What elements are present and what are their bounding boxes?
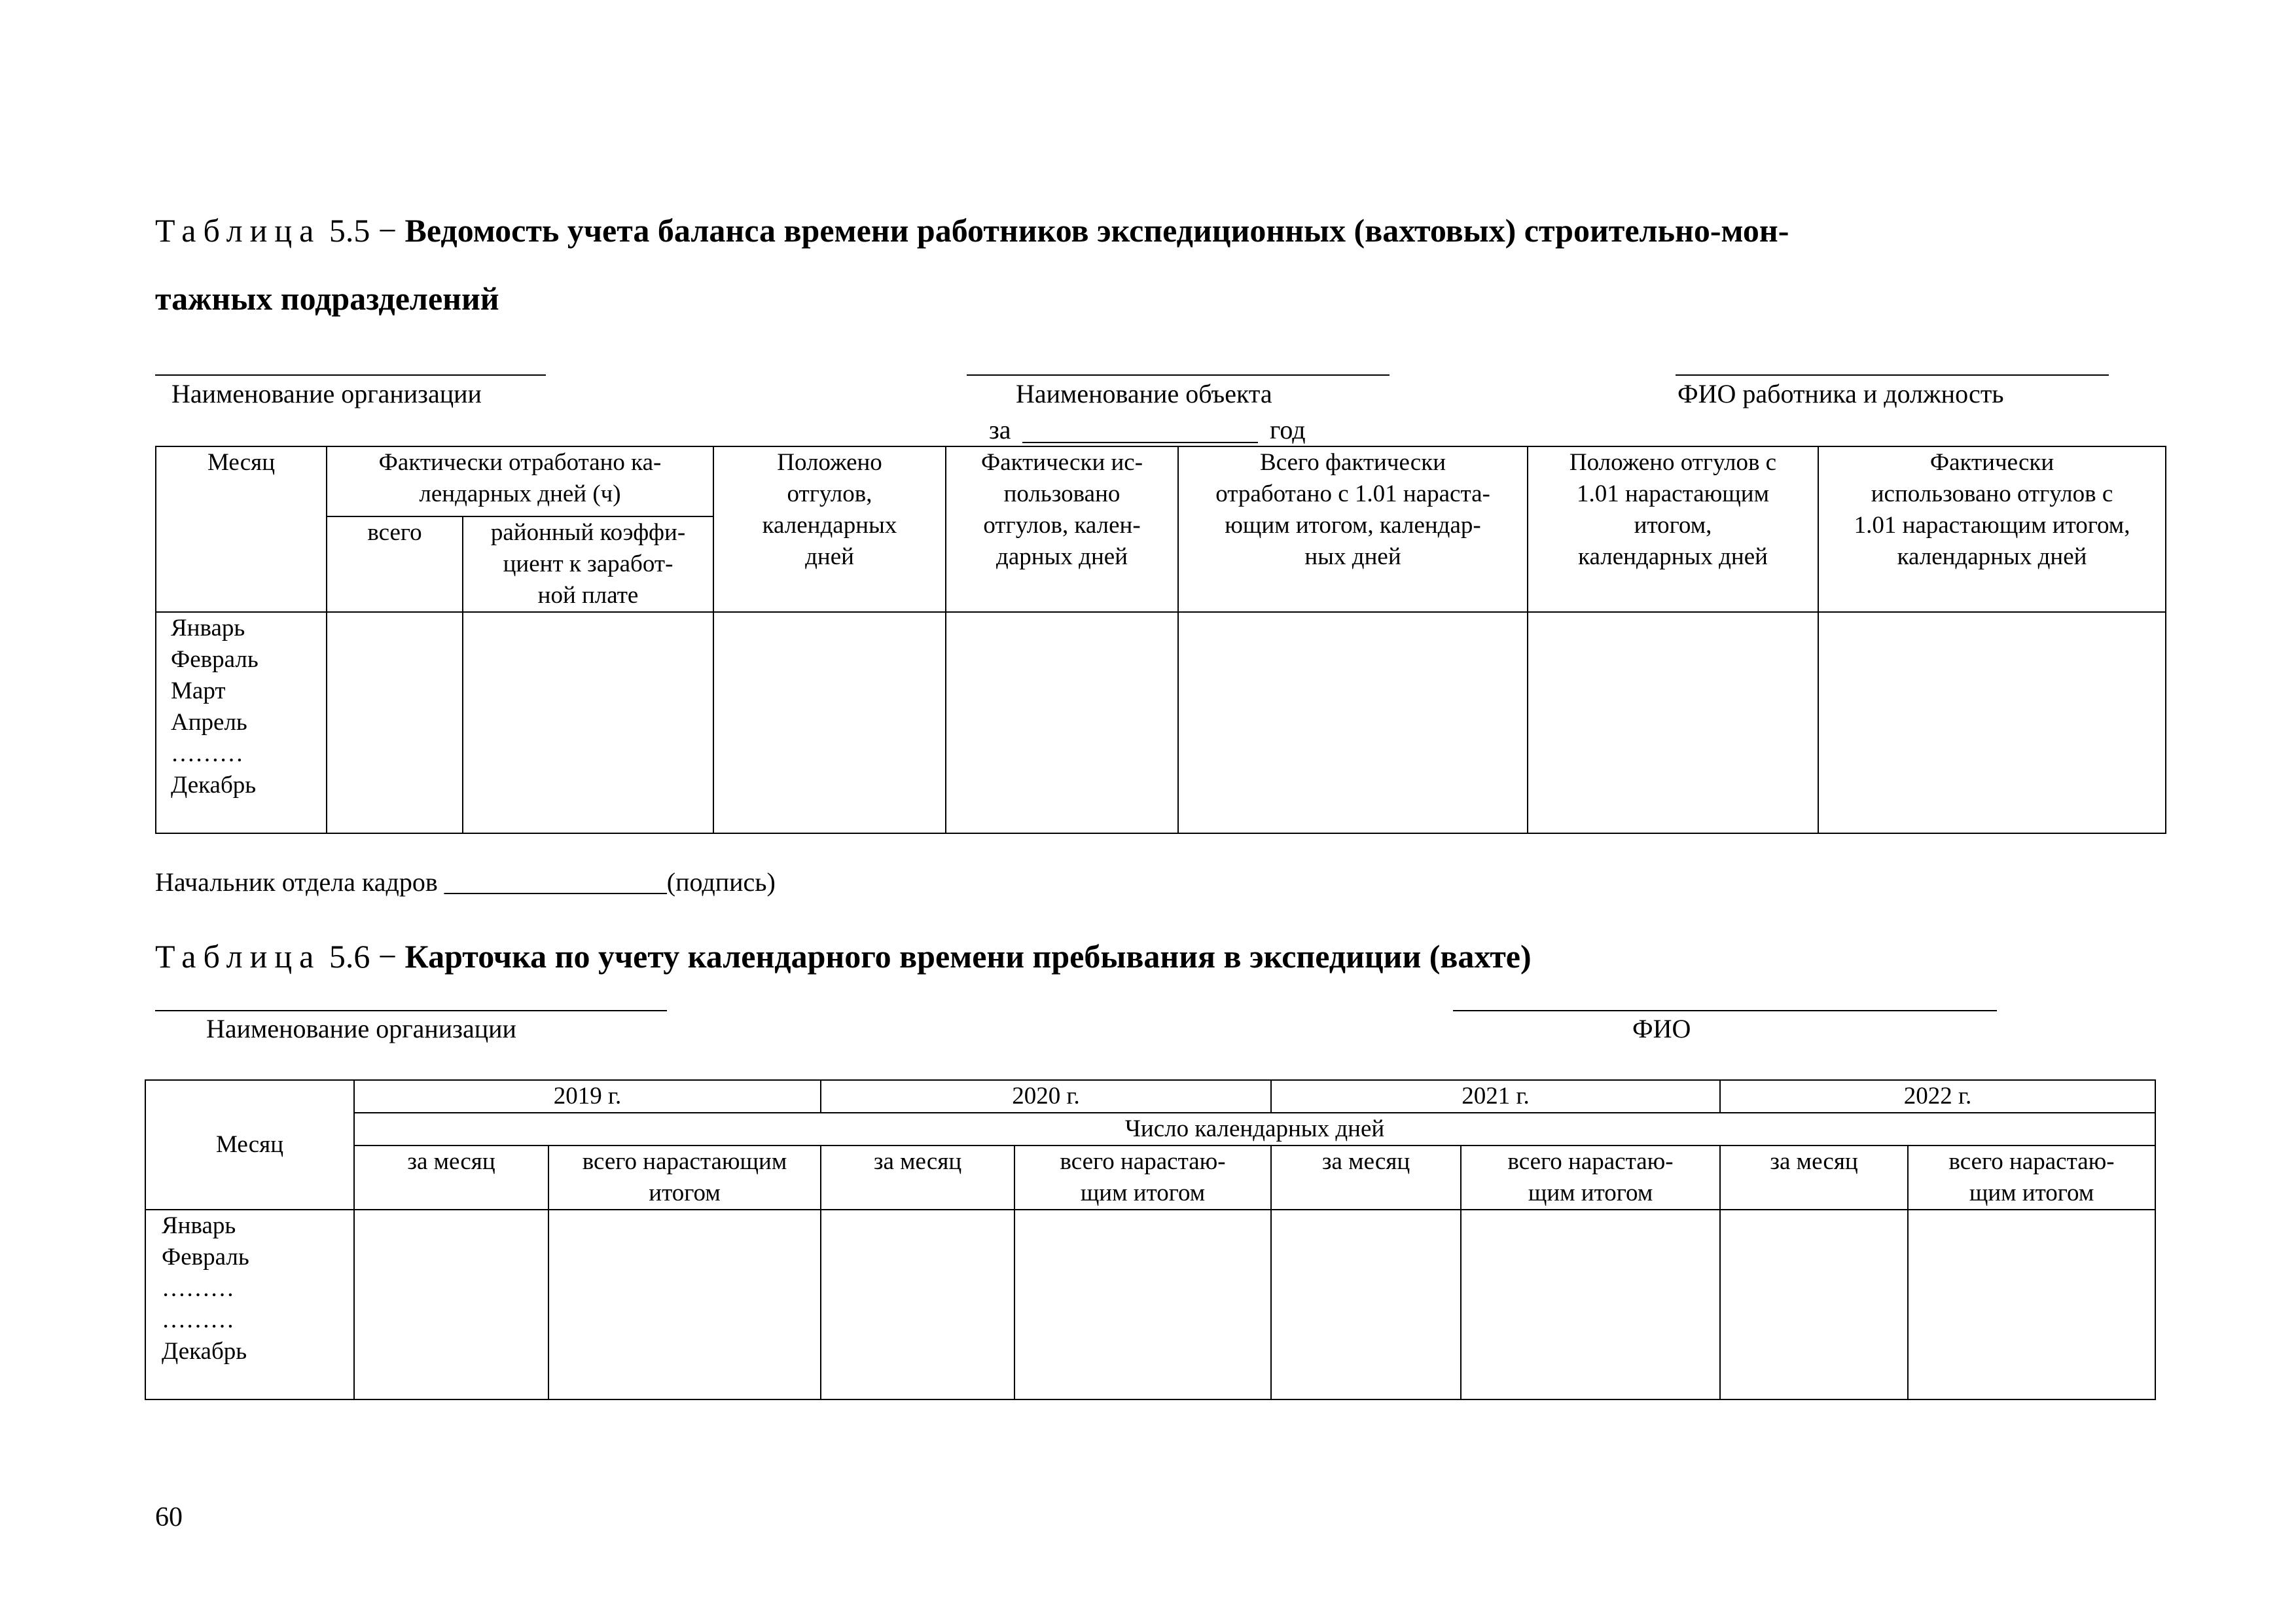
org-name-label: Наименование организации (171, 379, 482, 408)
table-5-5 (155, 446, 2166, 834)
header-month-label: Месяц (216, 1131, 283, 1158)
header-due-leave-ytd (1528, 446, 1818, 612)
header-line: Фактически (1929, 449, 2054, 476)
header-line: Всего фактически (1260, 449, 1446, 476)
signature-row (155, 868, 776, 897)
header-line: календарных дней (1897, 543, 2087, 570)
header-line: пользовано (1003, 480, 1121, 507)
signature-line[interactable]: _________________ (444, 867, 667, 897)
org-name-label-2: Наименование организации (206, 1014, 516, 1043)
data-cell-2021-cumulative[interactable] (1461, 1210, 1720, 1399)
header-line: ной плате (537, 582, 639, 609)
header-regional-coef (463, 516, 713, 612)
header-per-month-2020: за месяц (821, 1146, 1014, 1210)
header-month: Месяц (156, 446, 327, 612)
table-5-5-caption-line-2 (155, 282, 499, 315)
header-line: итогом (649, 1180, 721, 1206)
data-cell-total-worked-ytd[interactable] (1178, 612, 1528, 833)
header-line: отгулов, (787, 480, 872, 507)
header-year-2021: 2021 г. (1271, 1080, 1720, 1113)
header-line: календарных дней (1578, 543, 1768, 570)
caption-number: 5.5 − (329, 212, 397, 249)
header-line: Положено (777, 449, 882, 476)
employee-fio-line[interactable] (1676, 374, 2109, 376)
month-label: Декабрь (171, 772, 257, 799)
data-cell-2022-cumulative[interactable] (1908, 1210, 2155, 1399)
header-line: 1.01 нарастающим (1577, 480, 1769, 507)
header-line: всего нарастаю- (1507, 1148, 1674, 1175)
signature-suffix: (подпись) (666, 867, 776, 897)
header-line: Фактически ис- (980, 449, 1143, 476)
header-line: циент к заработ- (503, 550, 673, 577)
header-line: дарных дней (996, 543, 1128, 570)
header-year-2020: 2020 г. (821, 1080, 1271, 1113)
month-label: Январь (162, 1212, 236, 1239)
page-number: 60 (155, 1502, 183, 1532)
header-cumulative-2020 (1014, 1146, 1271, 1210)
header-month (145, 1080, 354, 1210)
header-due-leave (713, 446, 946, 612)
month-label: Январь (171, 615, 245, 641)
data-cell-2020-month[interactable] (821, 1210, 1014, 1399)
data-cell-2020-cumulative[interactable] (1014, 1210, 1271, 1399)
table-5-6 (145, 1079, 2156, 1400)
caption-title: Карточка по учету календарного времени пребывания в экспедиции (вахте) (404, 938, 1532, 975)
header-line: ющим итогом, календар- (1225, 512, 1481, 539)
data-cell-used-leave[interactable] (946, 612, 1178, 833)
header-cumulative-2021 (1461, 1146, 1720, 1210)
caption-title: Ведомость учета баланса времени работников экспедиционных (вахтовых) строительно-мон- (404, 212, 1789, 249)
fio-label: ФИО (1632, 1014, 1691, 1043)
data-cell-total[interactable] (327, 612, 463, 833)
header-line: щим итогом (1969, 1180, 2094, 1206)
header-line: районный коэффи- (490, 519, 686, 546)
month-label: ……… (162, 1275, 234, 1302)
header-cumulative-2019 (548, 1146, 821, 1210)
header-line: отгулов, кален- (983, 512, 1141, 539)
header-cumulative-2022 (1908, 1146, 2155, 1210)
caption-number: 5.6 − (329, 938, 397, 975)
header-year-2022: 2022 г. (1720, 1080, 2155, 1113)
header-line: дней (805, 543, 854, 570)
header-per-month-2019: за месяц (354, 1146, 548, 1210)
data-cell-2022-month[interactable] (1720, 1210, 1908, 1399)
table-5-5-caption-line-1 (155, 214, 1789, 247)
year-line[interactable] (1022, 442, 1258, 443)
org-name-line[interactable] (155, 374, 546, 376)
header-total: всего (327, 516, 463, 612)
data-cell-2019-cumulative[interactable] (548, 1210, 821, 1399)
caption-title-continued: тажных подразделений (155, 280, 499, 317)
header-per-month-2021: за месяц (1271, 1146, 1461, 1210)
header-actual-worked-line: Фактически отработано ка- (378, 449, 662, 476)
header-days-count: Число календарных дней (354, 1113, 2155, 1146)
data-cell-regional-coef[interactable] (463, 612, 713, 833)
months-cell (145, 1210, 354, 1399)
header-line: щим итогом (1528, 1180, 1653, 1206)
data-cell-2021-month[interactable] (1271, 1210, 1461, 1399)
header-line: всего нарастающим (582, 1148, 787, 1175)
header-used-leave-ytd (1818, 446, 2166, 612)
header-actual-worked (327, 446, 713, 516)
month-label: ……… (162, 1307, 234, 1333)
header-line: календарных (762, 512, 897, 539)
signature-label: Начальник отдела кадров (155, 867, 438, 897)
header-line: отработано с 1.01 нараста- (1215, 480, 1490, 507)
month-label: Декабрь (162, 1338, 247, 1365)
caption-label: Таблица (155, 212, 321, 249)
object-name-label: Наименование объекта (1016, 379, 1272, 408)
org-name-line-2[interactable] (155, 1010, 667, 1011)
month-label: ……… (171, 740, 243, 767)
year-prefix: за (989, 415, 1011, 444)
data-cell-used-leave-ytd[interactable] (1818, 612, 2166, 833)
header-line: щим итогом (1080, 1180, 1206, 1206)
months-cell (156, 612, 327, 833)
table-5-6-caption (155, 940, 1532, 973)
object-name-line[interactable] (967, 374, 1390, 376)
header-line: итогом, (1634, 512, 1712, 539)
header-year-2019: 2019 г. (354, 1080, 821, 1113)
header-per-month-2022: за месяц (1720, 1146, 1908, 1210)
month-label: Февраль (171, 646, 259, 673)
header-total-worked-ytd (1178, 446, 1528, 612)
month-label: Март (171, 677, 226, 704)
header-line: всего нарастаю- (1060, 1148, 1226, 1175)
fio-line[interactable] (1453, 1010, 1997, 1011)
caption-label: Таблица (155, 938, 321, 975)
header-line: 1.01 нарастающим итогом, (1854, 512, 2130, 539)
data-cell-due-leave-ytd[interactable] (1528, 612, 1818, 833)
employee-fio-label: ФИО работника и должность (1677, 379, 2004, 408)
month-label: Апрель (171, 709, 247, 736)
header-actual-worked-line: лендарных дней (ч) (419, 480, 621, 507)
header-line: всего нарастаю- (1948, 1148, 2115, 1175)
data-cell-2019-month[interactable] (354, 1210, 548, 1399)
data-cell-due-leave[interactable] (713, 612, 946, 833)
header-line: ных дней (1304, 543, 1401, 570)
year-suffix: год (1270, 415, 1306, 444)
header-used-leave (946, 446, 1178, 612)
month-label: Февраль (162, 1244, 249, 1271)
header-line: использовано отгулов с (1871, 480, 2113, 507)
header-line: Положено отгулов с (1569, 449, 1777, 476)
